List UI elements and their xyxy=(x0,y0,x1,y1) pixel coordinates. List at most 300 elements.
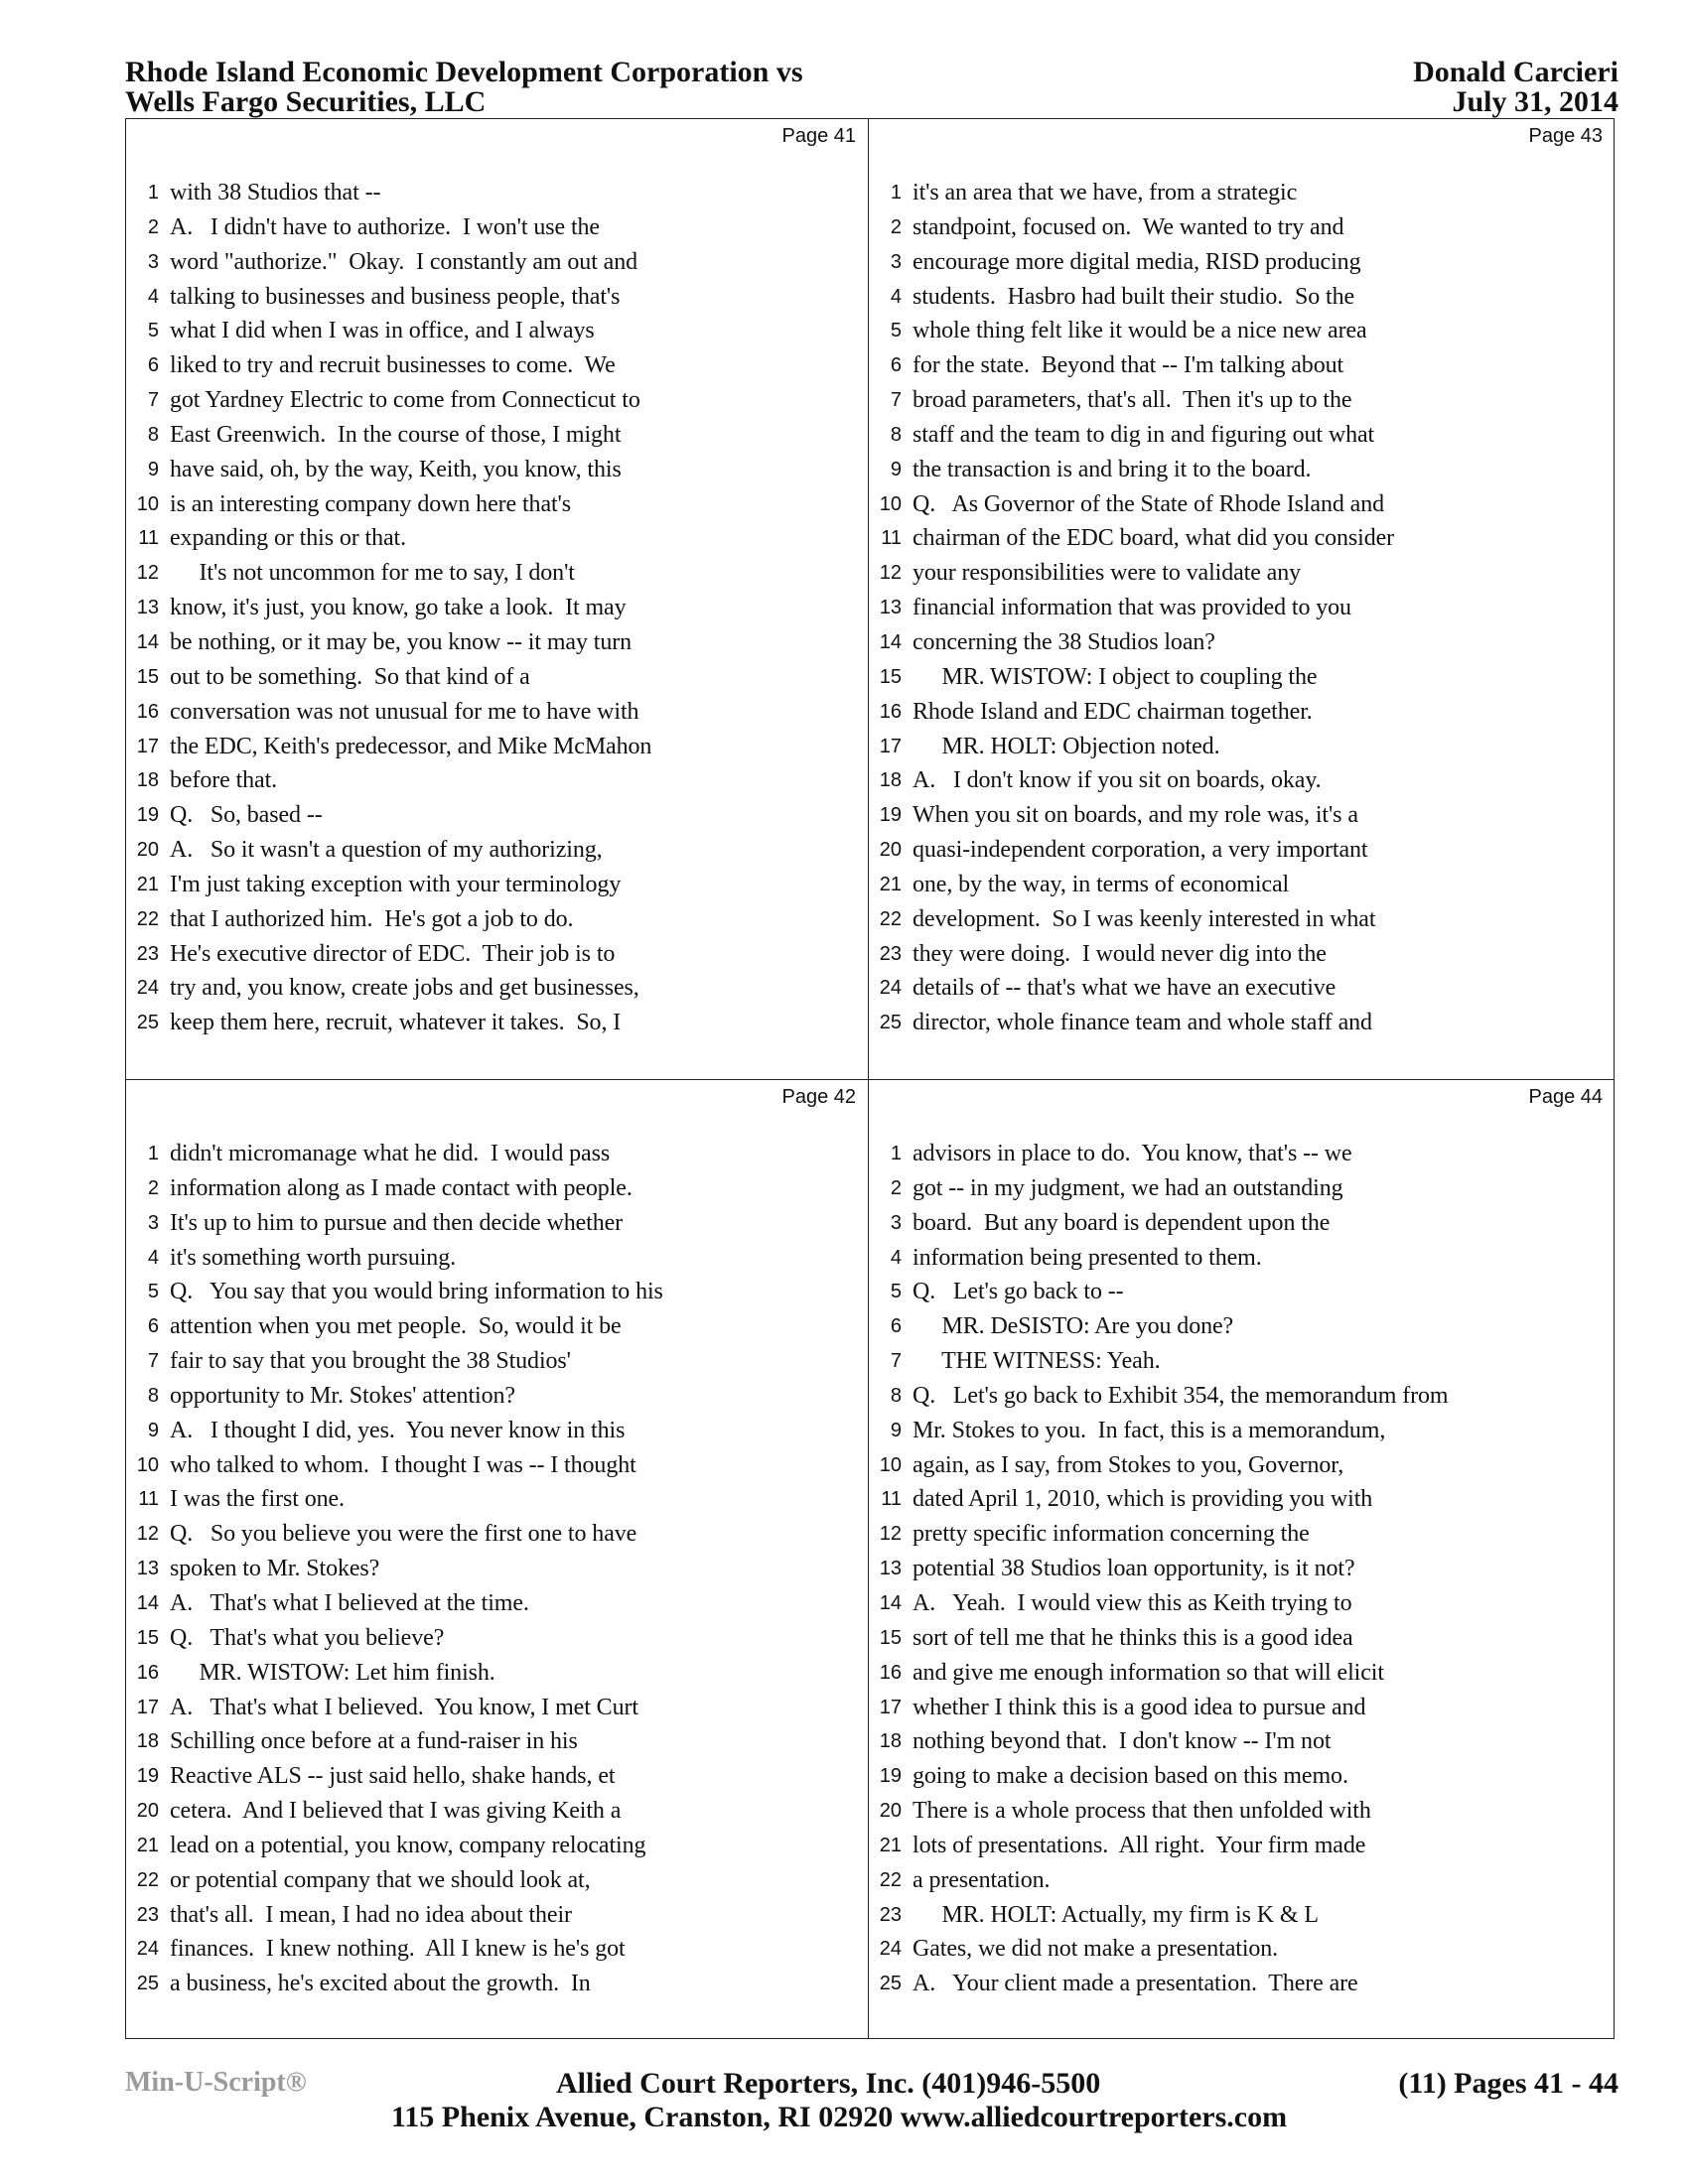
line-text: information being presented to them. xyxy=(913,1244,1262,1271)
transcript-line xyxy=(125,1898,868,1933)
transcript-line xyxy=(868,1414,1615,1448)
line-text: sort of tell me that he thinks this is a good idea xyxy=(913,1624,1353,1651)
line-text: A. So it wasn't a question of my authorizing, xyxy=(170,837,603,864)
transcript-line xyxy=(868,418,1615,453)
transcript-lines xyxy=(125,1137,868,2001)
line-number: 6 xyxy=(147,354,159,377)
transcript-line xyxy=(125,625,868,660)
line-number: 1 xyxy=(890,182,902,204)
line-number: 21 xyxy=(879,1834,902,1856)
line-number: 18 xyxy=(136,1730,159,1753)
line-number: 10 xyxy=(136,1453,159,1476)
transcript-line xyxy=(125,763,868,798)
transcript-line xyxy=(868,210,1615,245)
line-text: that's all. I mean, I had no idea about their xyxy=(170,1901,572,1928)
line-number: 17 xyxy=(136,1696,159,1718)
line-text: Q. You say that you would bring information to his xyxy=(170,1279,663,1305)
witness-name: Donald Carcieri xyxy=(1413,56,1618,88)
line-text: have said, oh, by the way, Keith, you know, this xyxy=(170,456,622,482)
line-number: 11 xyxy=(138,1488,159,1511)
transcript-line xyxy=(868,868,1615,902)
transcript-line xyxy=(125,521,868,556)
line-text: potential 38 Studios loan opportunity, is it not? xyxy=(913,1556,1355,1582)
line-text: fair to say that you brought the 38 Studios' xyxy=(170,1348,571,1375)
line-number: 23 xyxy=(879,942,902,965)
line-text: conversation was not unusual for me to have with xyxy=(170,698,639,725)
line-number: 7 xyxy=(890,389,902,412)
transcript-line xyxy=(868,1863,1615,1898)
line-text: who talked to whom. I thought I was -- I thought xyxy=(170,1451,636,1478)
line-number: 14 xyxy=(879,630,902,653)
line-text: attention when you met people. So, would it be xyxy=(170,1313,622,1340)
line-text: When you sit on boards, and my role was, it's a xyxy=(913,802,1358,829)
transcript-line xyxy=(868,1344,1615,1379)
transcript-line xyxy=(868,1241,1615,1276)
line-number: 23 xyxy=(879,1903,902,1926)
line-number: 12 xyxy=(136,1523,159,1546)
page-number-label: Page 41 xyxy=(781,125,856,147)
line-text: one, by the way, in terms of economical xyxy=(913,871,1290,897)
line-text: Mr. Stokes to you. In fact, this is a memorandum, xyxy=(913,1417,1386,1443)
line-number: 2 xyxy=(147,215,159,238)
line-number: 3 xyxy=(147,250,159,273)
transcript-line xyxy=(125,487,868,522)
line-number: 23 xyxy=(136,1903,159,1926)
line-text: students. Hasbro had built their studio. So the xyxy=(913,283,1355,310)
line-text: MR. WISTOW: Let him finish. xyxy=(170,1659,495,1686)
transcript-line xyxy=(125,833,868,868)
transcript-line xyxy=(125,1967,868,2001)
line-text: what I did when I was in office, and I always xyxy=(170,318,595,344)
transcript-line xyxy=(125,1656,868,1691)
line-number: 4 xyxy=(147,1246,159,1269)
transcript-line xyxy=(868,833,1615,868)
line-text: staff and the team to dig in and figuring out what xyxy=(913,421,1375,448)
line-text: Q. As Governor of the State of Rhode Island and xyxy=(913,490,1385,517)
line-number: 25 xyxy=(136,1973,159,1995)
transcript-line xyxy=(125,798,868,833)
transcript-line xyxy=(868,1275,1615,1309)
transcript-line xyxy=(125,1448,868,1483)
line-number: 15 xyxy=(136,1626,159,1649)
line-number: 5 xyxy=(147,1281,159,1303)
transcript-line xyxy=(868,176,1615,210)
transcript-line xyxy=(868,487,1615,522)
transcript-page-44 xyxy=(868,1079,1615,2039)
line-text: concerning the 38 Studios loan? xyxy=(913,628,1215,655)
transcript-line xyxy=(125,591,868,625)
line-number: 10 xyxy=(879,492,902,515)
line-number: 19 xyxy=(879,804,902,827)
line-text: pretty specific information concerning the xyxy=(913,1521,1310,1548)
transcript-line xyxy=(125,453,868,487)
transcript-line xyxy=(868,1379,1615,1414)
line-number: 5 xyxy=(147,320,159,342)
transcript-line xyxy=(868,348,1615,383)
line-number: 23 xyxy=(136,942,159,965)
line-text: it's something worth pursuing. xyxy=(170,1244,456,1271)
transcript-line xyxy=(125,314,868,348)
line-number: 18 xyxy=(879,769,902,792)
line-text: chairman of the EDC board, what did you consider xyxy=(913,525,1395,552)
line-text: He's executive director of EDC. Their job is to xyxy=(170,940,616,967)
line-number: 24 xyxy=(879,977,902,1000)
line-number: 16 xyxy=(879,700,902,723)
line-text: It's up to him to pursue and then decide whether xyxy=(170,1209,624,1236)
line-number: 7 xyxy=(147,389,159,412)
transcript-line xyxy=(125,971,868,1006)
line-text: for the state. Beyond that -- I'm talking about xyxy=(913,352,1344,379)
line-text: MR. HOLT: Objection noted. xyxy=(913,733,1220,759)
transcript-line xyxy=(868,902,1615,937)
transcript-line xyxy=(868,763,1615,798)
transcript-line xyxy=(125,245,868,280)
line-number: 2 xyxy=(147,1176,159,1199)
transcript-line xyxy=(868,1482,1615,1517)
line-number: 10 xyxy=(879,1453,902,1476)
line-number: 2 xyxy=(890,1176,902,1199)
transcript-lines xyxy=(868,176,1615,1040)
line-number: 13 xyxy=(136,1558,159,1580)
line-number: 15 xyxy=(879,665,902,688)
line-text: A. That's what I believed at the time. xyxy=(170,1589,529,1616)
line-text: Q. Let's go back to Exhibit 354, the memorandum from xyxy=(913,1382,1449,1409)
line-text: A. Your client made a presentation. There are xyxy=(913,1971,1358,1997)
line-text: they were doing. I would never dig into the xyxy=(913,940,1327,967)
line-text: liked to try and recruit businesses to come. We xyxy=(170,352,616,379)
line-number: 21 xyxy=(136,873,159,895)
line-number: 13 xyxy=(136,597,159,619)
line-number: 1 xyxy=(147,1143,159,1164)
min-u-script-brand: Min-U-Script® xyxy=(125,2067,307,2098)
transcript-line xyxy=(868,1759,1615,1794)
transcript-line xyxy=(868,280,1615,315)
transcript-line xyxy=(868,521,1615,556)
transcript-line xyxy=(125,868,868,902)
transcript-line xyxy=(868,937,1615,972)
line-number: 6 xyxy=(890,354,902,377)
line-text: word "authorize." Okay. I constantly am out and xyxy=(170,248,638,275)
line-number: 15 xyxy=(879,1626,902,1649)
page-range: (11) Pages 41 - 44 xyxy=(1398,2067,1618,2100)
transcript-line xyxy=(868,971,1615,1006)
line-number: 5 xyxy=(890,1281,902,1303)
transcript-line xyxy=(868,1932,1615,1967)
line-text: keep them here, recruit, whatever it takes. So, I xyxy=(170,1010,622,1036)
transcript-line xyxy=(125,1379,868,1414)
case-caption xyxy=(125,58,803,117)
line-number: 19 xyxy=(879,1765,902,1788)
line-number: 11 xyxy=(138,527,159,550)
line-text: standpoint, focused on. We wanted to try and xyxy=(913,213,1344,240)
line-text: THE WITNESS: Yeah. xyxy=(913,1348,1161,1375)
line-text: Q. That's what you believe? xyxy=(170,1624,445,1651)
page-number-label: Page 42 xyxy=(781,1086,856,1108)
case-title-line-1: Rhode Island Economic Development Corporation vs xyxy=(125,56,803,88)
transcript-line xyxy=(868,1517,1615,1552)
transcript-line xyxy=(125,660,868,695)
line-number: 20 xyxy=(879,1800,902,1823)
line-number: 24 xyxy=(136,1938,159,1961)
line-number: 22 xyxy=(879,1868,902,1891)
transcript-line xyxy=(868,1448,1615,1483)
line-text: director, whole finance team and whole staff and xyxy=(913,1010,1372,1036)
line-number: 8 xyxy=(890,1384,902,1407)
line-number: 9 xyxy=(890,458,902,480)
transcript-line xyxy=(125,1586,868,1621)
line-number: 2 xyxy=(890,215,902,238)
line-text: Schilling once before at a fund-raiser in his xyxy=(170,1728,578,1755)
line-number: 13 xyxy=(879,1558,902,1580)
line-text: got -- in my judgment, we had an outstanding xyxy=(913,1174,1343,1201)
transcript-page-43 xyxy=(868,118,1615,1079)
transcript-line xyxy=(125,1206,868,1241)
line-text: spoken to Mr. Stokes? xyxy=(170,1556,380,1582)
line-text: development. So I was keenly interested in what xyxy=(913,905,1376,932)
transcript-line xyxy=(125,1829,868,1863)
transcript-line xyxy=(125,1482,868,1517)
witness-caption xyxy=(1413,58,1618,117)
line-text: going to make a decision based on this memo. xyxy=(913,1763,1348,1790)
line-text: or potential company that we should look at, xyxy=(170,1866,591,1893)
transcript-line xyxy=(125,1794,868,1829)
line-number: 16 xyxy=(879,1661,902,1684)
line-text: A. I don't know if you sit on boards, okay. xyxy=(913,767,1322,794)
transcript-line xyxy=(125,176,868,210)
transcript-line xyxy=(125,902,868,937)
line-text: with 38 Studios that -- xyxy=(170,180,381,205)
line-number: 8 xyxy=(147,423,159,446)
line-number: 1 xyxy=(147,182,159,204)
transcript-line xyxy=(868,1137,1615,1171)
line-number: 1 xyxy=(890,1143,902,1164)
line-text: Gates, we did not make a presentation. xyxy=(913,1936,1279,1963)
transcript-line xyxy=(868,556,1615,591)
transcript-line xyxy=(868,1691,1615,1725)
line-number: 9 xyxy=(147,458,159,480)
transcript-line xyxy=(868,245,1615,280)
transcript-line xyxy=(868,1621,1615,1656)
transcript-lines xyxy=(125,176,868,1040)
line-text: It's not uncommon for me to say, I don't xyxy=(170,560,575,587)
line-text: Q. So you believe you were the first one to have xyxy=(170,1521,637,1548)
line-number: 14 xyxy=(136,630,159,653)
line-number: 12 xyxy=(136,562,159,585)
transcript-line xyxy=(125,937,868,972)
line-text: MR. WISTOW: I object to coupling the xyxy=(913,663,1318,690)
transcript-line xyxy=(125,695,868,730)
line-number: 11 xyxy=(881,1488,902,1511)
line-number: 16 xyxy=(136,1661,159,1684)
transcript-line xyxy=(125,383,868,418)
line-number: 8 xyxy=(890,423,902,446)
line-text: be nothing, or it may be, you know -- it may turn xyxy=(170,628,633,655)
transcript-line xyxy=(868,1656,1615,1691)
line-number: 24 xyxy=(136,977,159,1000)
line-text: and give me enough information so that will elicit xyxy=(913,1659,1384,1686)
line-text: MR. HOLT: Actually, my firm is K & L xyxy=(913,1901,1319,1928)
transcript-line xyxy=(125,1932,868,1967)
deposition-date: July 31, 2014 xyxy=(1452,85,1618,118)
line-number: 17 xyxy=(879,735,902,757)
transcript-page-42 xyxy=(125,1079,868,2039)
line-text: got Yardney Electric to come from Connecticut to xyxy=(170,387,640,414)
line-text: quasi-independent corporation, a very important xyxy=(913,837,1368,864)
transcript-line xyxy=(125,348,868,383)
line-text: lead on a potential, you know, company relocating xyxy=(170,1832,646,1858)
line-text: A. I thought I did, yes. You never know in this xyxy=(170,1417,626,1443)
line-text: board. But any board is dependent upon the xyxy=(913,1209,1331,1236)
transcript-line xyxy=(868,1794,1615,1829)
line-text: I was the first one. xyxy=(170,1486,345,1513)
line-text: the EDC, Keith's predecessor, and Mike McMahon xyxy=(170,733,652,759)
line-number: 13 xyxy=(879,597,902,619)
line-text: that I authorized him. He's got a job to do. xyxy=(170,905,574,932)
transcript-line xyxy=(125,418,868,453)
line-text: it's an area that we have, from a strategic xyxy=(913,180,1298,205)
line-text: advisors in place to do. You know, that's -- we xyxy=(913,1141,1352,1166)
line-text: Reactive ALS -- just said hello, shake hands, et xyxy=(170,1763,616,1790)
line-text: Q. Let's go back to -- xyxy=(913,1279,1124,1305)
transcript-line xyxy=(125,1759,868,1794)
line-text: broad parameters, that's all. Then it's up to the xyxy=(913,387,1352,414)
page-number-label: Page 44 xyxy=(1528,1086,1603,1108)
transcript-line xyxy=(868,453,1615,487)
transcript-line xyxy=(125,1171,868,1206)
line-text: whether I think this is a good idea to pursue and xyxy=(913,1694,1366,1720)
line-text: A. I didn't have to authorize. I won't use the xyxy=(170,213,600,240)
line-text: a presentation. xyxy=(913,1866,1051,1893)
transcript-line xyxy=(125,1724,868,1759)
line-number: 3 xyxy=(147,1211,159,1234)
transcript-line xyxy=(868,1898,1615,1933)
line-number: 7 xyxy=(890,1350,902,1373)
line-number: 25 xyxy=(879,1012,902,1034)
line-number: 14 xyxy=(136,1591,159,1614)
transcript-line xyxy=(868,1552,1615,1586)
transcript-line xyxy=(125,1414,868,1448)
line-text: There is a whole process that then unfolded with xyxy=(913,1798,1371,1825)
line-number: 24 xyxy=(879,1938,902,1961)
transcript-line xyxy=(125,1275,868,1309)
line-number: 16 xyxy=(136,700,159,723)
line-text: expanding or this or that. xyxy=(170,525,407,552)
line-number: 20 xyxy=(136,1800,159,1823)
transcript-line xyxy=(125,1006,868,1040)
line-number: 3 xyxy=(890,250,902,273)
line-number: 12 xyxy=(879,562,902,585)
line-number: 19 xyxy=(136,804,159,827)
transcript-line xyxy=(868,695,1615,730)
line-number: 9 xyxy=(890,1419,902,1441)
line-text: Rhode Island and EDC chairman together. xyxy=(913,698,1313,725)
transcript-line xyxy=(125,1863,868,1898)
transcript-line xyxy=(868,591,1615,625)
page-number-label: Page 43 xyxy=(1528,125,1603,147)
transcript-line xyxy=(125,556,868,591)
line-number: 4 xyxy=(890,1246,902,1269)
line-number: 20 xyxy=(136,839,159,862)
line-number: 14 xyxy=(879,1591,902,1614)
line-number: 20 xyxy=(879,839,902,862)
line-text: again, as I say, from Stokes to you, Governor, xyxy=(913,1451,1344,1478)
line-text: East Greenwich. In the course of those, I might xyxy=(170,421,622,448)
line-number: 4 xyxy=(147,285,159,308)
transcript-page-41 xyxy=(125,118,868,1079)
line-text: try and, you know, create jobs and get businesses, xyxy=(170,975,639,1002)
court-reporter-address xyxy=(0,2101,1688,2134)
line-number: 17 xyxy=(136,735,159,757)
transcript-line xyxy=(868,1309,1615,1344)
transcript-line xyxy=(125,1241,868,1276)
transcript-line xyxy=(868,660,1615,695)
line-text: A. That's what I believed. You know, I met Curt xyxy=(170,1694,638,1720)
transcript-line xyxy=(868,1171,1615,1206)
line-number: 22 xyxy=(136,907,159,930)
case-title-line-2: Wells Fargo Securities, LLC xyxy=(125,85,487,118)
line-number: 21 xyxy=(136,1834,159,1856)
line-number: 15 xyxy=(136,665,159,688)
line-text: nothing beyond that. I don't know -- I'm not xyxy=(913,1728,1332,1755)
line-number: 22 xyxy=(879,907,902,930)
line-text: encourage more digital media, RISD producing xyxy=(913,248,1361,275)
court-reporter-company: Allied Court Reporters, Inc. (401)946-5500 xyxy=(556,2067,1101,2100)
transcript-line xyxy=(125,1517,868,1552)
transcript-lines xyxy=(868,1137,1615,2001)
line-text: before that. xyxy=(170,767,278,794)
line-number: 5 xyxy=(890,320,902,342)
transcript-line xyxy=(868,383,1615,418)
line-number: 6 xyxy=(147,1315,159,1338)
transcript-line xyxy=(125,1309,868,1344)
transcript-line xyxy=(868,798,1615,833)
line-text: I'm just taking exception with your terminology xyxy=(170,871,622,897)
transcript-line xyxy=(125,1621,868,1656)
line-text: lots of presentations. All right. Your firm made xyxy=(913,1832,1366,1858)
transcript-line xyxy=(868,1586,1615,1621)
transcript-line xyxy=(125,730,868,764)
line-text: MR. DeSISTO: Are you done? xyxy=(913,1313,1234,1340)
line-number: 25 xyxy=(879,1973,902,1995)
line-number: 3 xyxy=(890,1211,902,1234)
line-text: know, it's just, you know, go take a look. It may xyxy=(170,595,627,621)
line-number: 18 xyxy=(136,769,159,792)
line-text: details of -- that's what we have an executive xyxy=(913,975,1336,1002)
line-text: information along as I made contact with people. xyxy=(170,1174,633,1201)
line-text: opportunity to Mr. Stokes' attention? xyxy=(170,1382,515,1409)
line-text: your responsibilities were to validate any xyxy=(913,560,1302,587)
line-text: cetera. And I believed that I was giving Keith a xyxy=(170,1798,622,1825)
transcript-line xyxy=(868,1967,1615,2001)
transcript-line xyxy=(868,1006,1615,1040)
line-number: 6 xyxy=(890,1315,902,1338)
line-number: 21 xyxy=(879,873,902,895)
transcript-line xyxy=(868,730,1615,764)
transcript-line xyxy=(125,210,868,245)
transcript-line xyxy=(868,1206,1615,1241)
line-text: is an interesting company down here that's xyxy=(170,490,572,517)
line-number: 22 xyxy=(136,1868,159,1891)
line-text: talking to businesses and business people, that's xyxy=(170,283,621,310)
transcript-line xyxy=(125,1137,868,1171)
line-number: 17 xyxy=(879,1696,902,1718)
line-text: whole thing felt like it would be a nice new area xyxy=(913,318,1367,344)
line-text: A. Yeah. I would view this as Keith trying to xyxy=(913,1589,1352,1616)
line-text: the transaction is and bring it to the board. xyxy=(913,456,1312,482)
line-text: Q. So, based -- xyxy=(170,802,323,829)
line-number: 4 xyxy=(890,285,902,308)
line-text: didn't micromanage what he did. I would pass xyxy=(170,1141,611,1166)
